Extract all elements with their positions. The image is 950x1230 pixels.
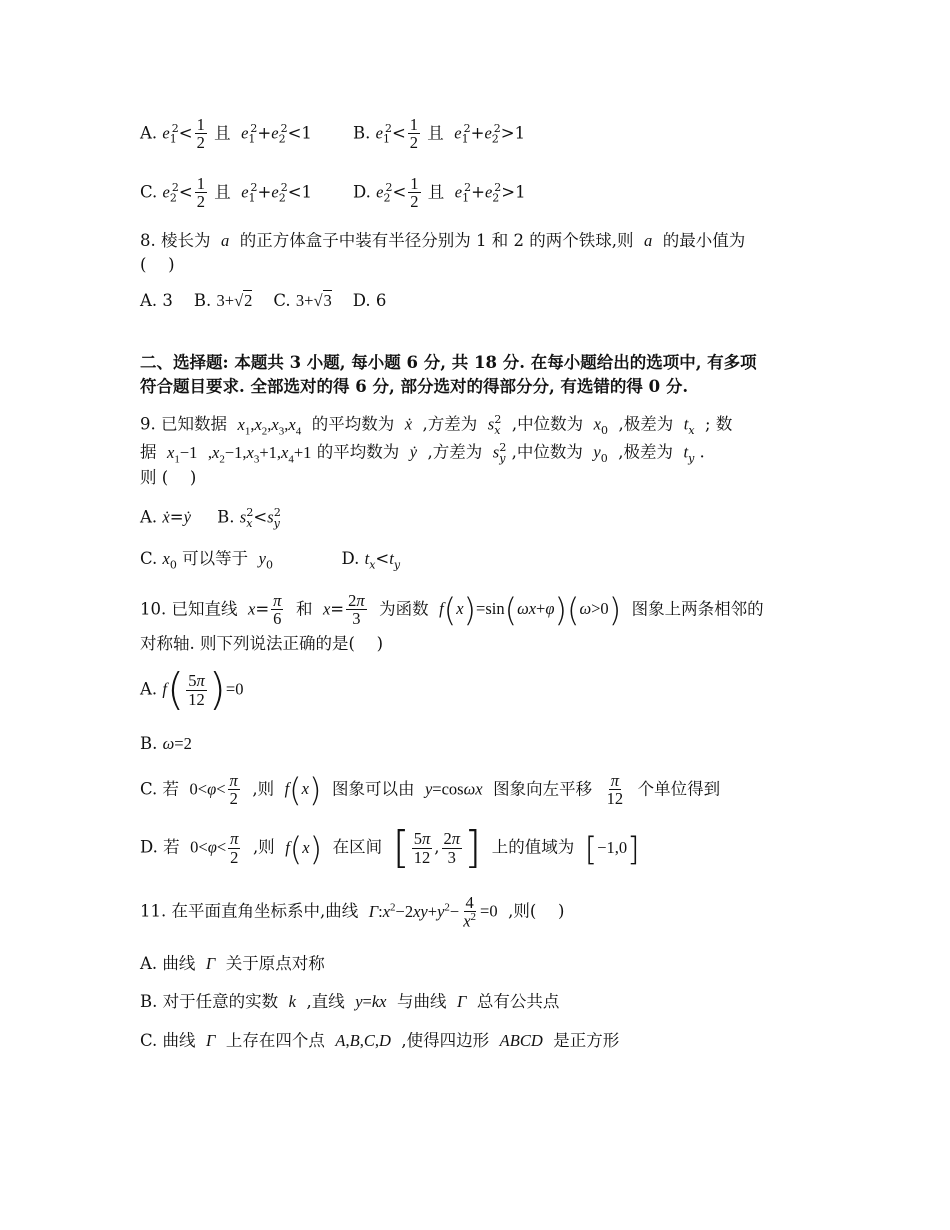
q10-option-b: B. ω=2: [140, 734, 192, 753]
q10-stem-line2: 对称轴. 则下列说法正确的是( ): [140, 634, 384, 653]
q9-stem-line1: 9. 已知数据 $x_1,x_2,x_3,x_4$ 的平均数为 ẋ ,方差为 $s_x^2$ ,中位数为 $x_0$ ,极差为 $t_x$ ; 数: [140, 413, 733, 437]
q9-stem-line3: 则 ( ): [140, 468, 197, 487]
q11-option-a: A. 曲线 Γ 关于原点对称: [140, 954, 325, 973]
q10-option-d: D. 若 0<φ< $\frac{\pi}{2}$ ,则 f(x) 在区间 [ $\frac{5\pi}{12}$ , $\frac{2\pi}{3}$ ] 上的值域为 [−1,0]: [140, 822, 640, 873]
q10-option-a: A. f( $\frac{5\pi}{12}$ )=0: [140, 664, 244, 715]
q11-option-c: C. 曲线 Γ 上存在四个点 A,B,C,D ,使得四边形 ABCD 是正方形: [140, 1031, 620, 1050]
q7-option-d: D. $e_2^2<$ $\frac{1}{2}$ 且 $e_1^2+e_2^2>1$: [353, 174, 526, 212]
q11-option-b: B. 对于任意的实数 k ,直线 y=kx 与曲线 Γ 总有公共点: [140, 992, 560, 1011]
section2-heading-line1: 二、选择题: 本题共 3 小题, 每小题 6 分, 共 18 分. 在每小题给出的选项中, 有多项: [140, 353, 757, 372]
q8-options: A. 3 B. 3+√2 C. 3+√3 D. 6: [140, 291, 387, 310]
q11-stem: 11. 在平面直角坐标系中,曲线 $\Gamma:x^2-2xy+y^2-$ $\frac{4}{x^2}$ =0 ,则( ): [140, 893, 565, 931]
q7-option-c: C. $e_2^2<$ $\frac{1}{2}$ 且 $e_1^2+e_2^2<1$: [140, 174, 313, 212]
q10-option-c: C. 若 0<φ< $\frac{\pi}{2}$ ,则 f(x) 图象可以由 y=cosωx 图象向左平移 $\frac{\pi}{12}$ 个单位得到: [140, 771, 721, 810]
q8-paren: ( ): [140, 255, 175, 274]
section2-heading-line2: 符合题目要求. 全部选对的得 6 分, 部分选对的得部分分, 有选错的得 0 分.: [140, 377, 689, 396]
q9-options-ab: A. ẋ=ẏ B. $s_x^2<s_y^2$: [140, 506, 281, 530]
q9-options-cd: C. $x_0$ 可以等于 $y_0$ D. $t_x<t_y$: [140, 549, 401, 572]
q8-stem: 8. 棱长为 a 的正方体盒子中装有半径分别为 1 和 2 的两个铁球,则 a 的最小值为: [140, 231, 746, 250]
q7-option-a: A. $e_1^2<$ $\frac{1}{2}$ 且 $e_1^2+e_2^2<1$: [140, 115, 312, 153]
q10-stem-line1: 10. 已知直线 x= $\frac{\pi}{6}$ 和 x= $\frac{2\pi}{3}$ 为函数 f(x)=sin(ωx+φ)(ω>0) 图象上两条相邻的: [140, 591, 764, 630]
q7-option-b: B. $e_1^2<$ $\frac{1}{2}$ 且 $e_1^2+e_2^2>1$: [353, 115, 526, 153]
q9-stem-line2: 据 $x_1-1$ $,x_2-1,x_3+1,x_4+1$ 的平均数为 ẏ ,方差为 $s_y^2$ ,中位数为 $y_0$ ,极差为 $t_y$ .: [140, 441, 705, 465]
